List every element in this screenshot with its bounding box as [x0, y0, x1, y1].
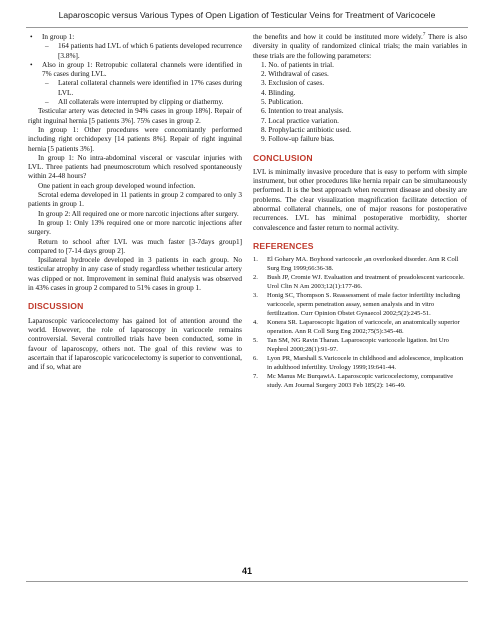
- header-rule: [26, 27, 468, 28]
- conclusion-heading: CONCLUSION: [253, 152, 313, 163]
- intro-text: the benefits and how it could be instituted more widely.: [253, 33, 423, 41]
- parameters-list: [253, 61, 467, 145]
- paragraph: Ipsilateral hydrocele developed in 3 patients in each group. No testicular atrophy in any case of study regardless whether testicular artery was clipped or not. Improvement in seminal fluid analysis was observed in 43% cases in group 2 compared to 51% cases in group 1.: [28, 256, 242, 293]
- reference-text: Mc Manus Mc BurqawiA. Laparoscopic varicocelectomy, comparative study. Am Journal Surgery 2003 Feb 185(2): 146-49.: [267, 373, 454, 389]
- group1-bullet: [28, 33, 242, 61]
- paragraph: In group 1: No intra-abdominal visceral or vascular injuries with LVL. Three patients had pneumoscrotum which resolved spontaneously within 24-48 hours?: [28, 153, 242, 181]
- also-bullet: [28, 61, 242, 107]
- discussion-text: Laparoscopic varicocelectomy has gained lot of attention around the world. However, the role of laparoscopy in varicocele remains controversial. Several controlled trials have been conducted, some in favour of laparoscopy, others not. The goal of this review was to ascertain that if laparoscopic varicocelectomy is superior to conventional, and if so, what are: [28, 316, 242, 372]
- reference-text: El Gohary MA. Boyhood varicocele ,an overlooked disorder. Ann R Coll Surg Eng 1999;66:36-38.: [267, 256, 459, 272]
- group1-list: [28, 33, 242, 107]
- reference-number: 4.: [253, 319, 258, 327]
- parameter-item: 4. Blinding.: [261, 88, 296, 97]
- reference-item: [253, 355, 467, 372]
- also-sub-item: – Lateral collateral channels were identified in 17% cases during LVL.: [42, 79, 242, 98]
- reference-number: 6.: [253, 355, 258, 363]
- parameter-item: 7. Local practice variation.: [261, 116, 339, 125]
- left-column: [28, 33, 242, 372]
- parameter-item: 1. No. of patients in trial.: [261, 60, 334, 69]
- reference-number: 5.: [253, 337, 258, 345]
- reference-text: Tan SM, NG Ravin Tharan. Laparoscopic varicocele ligation. Int Uro Nephrol 2000;28(1):91-97.: [267, 337, 449, 353]
- paragraph: In group 1: Other procedures were concomitantly performed including right orchidopexy [14 patients 8%]. Repair of right inguinal hernia [5 patients 3%].: [28, 125, 242, 153]
- parameter-item: 2. Withdrawal of cases.: [261, 70, 329, 79]
- parameter-item: 6. Intention to treat analysis.: [261, 107, 344, 116]
- also-sub-item: – All collaterals were interrupted by clipping or diathermy.: [42, 98, 242, 107]
- paragraph: One patient in each group developed wound infection.: [38, 181, 196, 190]
- also-label: Also in group 1: Retropubic collateral channels were identified in 7% cases during LVL.: [42, 60, 242, 79]
- page-number: 41: [241, 566, 252, 576]
- intro-text-cont: There is also diversity in quality of randomized clinical trials; the main variables in these trials are the following parameters:: [253, 33, 467, 60]
- intro-paragraph: [253, 33, 467, 61]
- reference-text: Honig SC, Thompson S. Reassessment of male factor infertility including varicocele, sperm penetration assay, semen analysis and in vitro fertilization. Curr Opinion Obstet Gynaecol 2002;5(2):245-51.: [267, 292, 461, 317]
- paragraph: Return to school after LVL was much faster [3-7days group1] compared to [7-14 days group 2].: [28, 237, 242, 255]
- parameter-item: 9. Follow-up failure bias.: [261, 135, 335, 144]
- paragraph: Testicular artery was detected in 94% cases in group 18%]. Repair of right inguinal hernia [5 patients 3%]. 75% cases in group 2.: [28, 107, 242, 125]
- reference-number: 2.: [253, 274, 258, 282]
- reference-text: Konera SR. Laparoscopic ligation of varicocele, an anatomically superior operation. Ann R Coll Surg Eng 2002;75(5):345-48.: [267, 319, 460, 335]
- conclusion-text: LVL is minimally invasive procedure that is easy to perform with simple instrument, but other procedures like hernia repair can be simultaneously performed. It is the best approach when recurrent disease and obesity are problems. The clear visualization magnification facilitate detection of abnormal collateral channels, one of major reasons for postoperative recurrences. LVL has minimal postoperative morbidity, shorter convalescence and faster return to normal activity.: [253, 167, 467, 232]
- paragraph: Scrotal edema developed in 11 patients in group 2 compared to only 3 patients in group 1.: [28, 191, 242, 209]
- reference-item: [253, 373, 467, 390]
- citation-superscript: 7: [422, 32, 426, 38]
- references-heading: REFERENCES: [253, 240, 314, 251]
- references-list: [253, 256, 467, 390]
- paragraph: In group 1: Only 13% required one or more narcotic injections after surgery.: [28, 218, 242, 237]
- paragraph: In group 2: All required one or more narcotic injections after surgery.: [38, 209, 239, 218]
- reference-text: Bush JP, Cromie WJ. Evaluation and treatment of preadolescent varicocele. Urol Clin N Am 2003;12(1):177-86.: [267, 274, 465, 290]
- reference-item: [253, 274, 467, 291]
- running-header: Laparoscopic versus Various Types of Open Ligation of Testicular Veins for Treatment of Varicocele: [58, 10, 436, 20]
- reference-number: 7.: [253, 373, 258, 381]
- parameter-item: 3. Exclusion of cases.: [261, 79, 325, 88]
- reference-item: [253, 319, 467, 336]
- right-column: [253, 33, 467, 391]
- reference-number: 3.: [253, 292, 258, 300]
- footer-rule: [26, 581, 468, 582]
- group1-label: In group 1:: [42, 33, 75, 41]
- group1-sub-item: – 164 patients had LVL of which 6 patients developed recurrence [3.8%].: [42, 42, 242, 61]
- reference-number: 1.: [253, 256, 258, 264]
- reference-item: [253, 256, 467, 273]
- discussion-heading: DISCUSSION: [28, 301, 84, 312]
- parameter-item: 5. Publication.: [261, 98, 304, 107]
- reference-item: [253, 337, 467, 354]
- parameter-item: 8. Prophylactic antibiotic used.: [261, 125, 352, 134]
- reference-text: Lyon PR, Marshall S.Varicocele in childhood and adolescence, implication in adulthood infertility. Urology 1999;19:641-44.: [267, 355, 464, 371]
- reference-item: [253, 292, 467, 318]
